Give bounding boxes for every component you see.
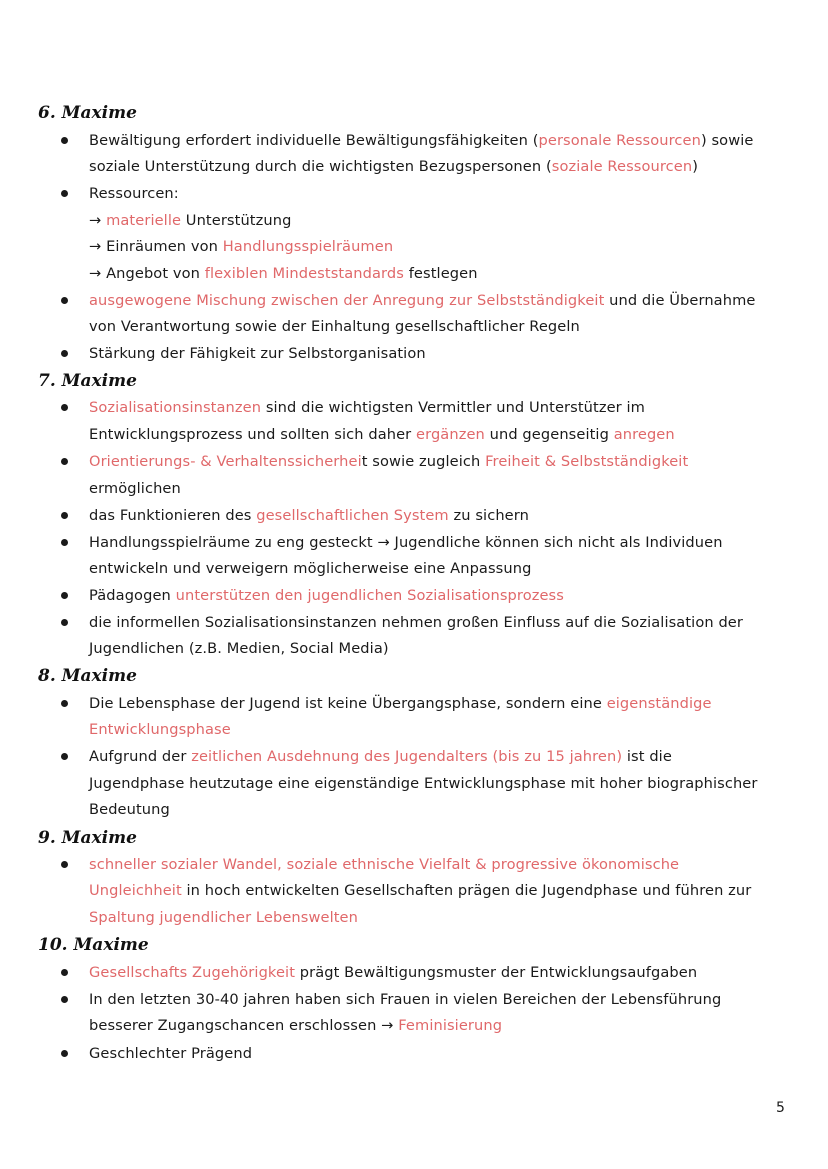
text-line: → materielle Unterstützung [89,212,292,229]
bullet-icon [61,297,68,304]
bullet-icon [61,190,68,197]
text-line: soziale Unterstützung durch die wichtigsten Bezugspersonen (soziale Ressourcen) [89,158,698,175]
bullet-icon [61,861,68,868]
text-line: Jugendlichen (z.B. Medien, Social Media) [89,640,389,657]
text-line: Entwicklungsprozess und sollten sich daher ergänzen und gegenseitig anregen [89,426,675,443]
text-line: Spaltung jugendlicher Lebenswelten [89,909,358,926]
text-line: Handlungsspielräume zu eng gesteckt → Jugendliche können sich nicht als Individuen [89,534,723,551]
section-heading-6: 6. Maxime [38,103,137,123]
section-heading-9: 9. Maxime [38,828,137,848]
bullet-icon [61,753,68,760]
text-line: Orientierungs- & Verhaltenssicherheit sowie zugleich Freiheit & Selbstständigkeit [89,453,689,470]
bullet-icon [61,1050,68,1057]
bullet-icon [61,458,68,465]
bullet-icon [61,539,68,546]
text-line: entwickeln und verweigern möglicherweise eine Anpassung [89,560,532,577]
text-line: ermöglichen [89,480,181,497]
text-line: ausgewogene Mischung zwischen der Anregung zur Selbstständigkeit und die Übernahme [89,292,756,309]
text-line: Bewältigung erfordert individuelle Bewältigungsfähigkeiten (personale Ressourcen) sowie [89,132,754,149]
bullet-icon [61,969,68,976]
bullet-icon [61,592,68,599]
bullet-icon [61,700,68,707]
page-number: 5 [776,1100,785,1116]
text-line: die informellen Sozialisationsinstanzen nehmen großen Einfluss auf die Sozialisation der [89,614,743,631]
section-heading-10: 10. Maxime [38,935,149,955]
text-line: das Funktionieren des gesellschaftlichen System zu sichern [89,507,529,524]
section-heading-8: 8. Maxime [38,666,137,686]
text-line: Bedeutung [89,801,170,818]
text-line: Ressourcen: [89,185,179,202]
text-line: In den letzten 30-40 jahren haben sich Frauen in vielen Bereichen der Lebensführung [89,991,722,1008]
bullet-icon [61,350,68,357]
text-line: Geschlechter Prägend [89,1045,253,1062]
section-heading-7: 7. Maxime [38,371,137,391]
text-line: Stärkung der Fähigkeit zur Selbstorganisation [89,345,426,362]
bullet-icon [61,996,68,1003]
text-line: besserer Zugangschancen erschlossen → Feminisierung [89,1017,503,1034]
text-line: Pädagogen unterstützen den jugendlichen Sozialisationsprozess [89,587,564,604]
text-line: Die Lebensphase der Jugend ist keine Übergangsphase, sondern eine eigenständige [89,695,712,712]
text-line: Aufgrund der zeitlichen Ausdehnung des Jugendalters (bis zu 15 jahren) ist die [89,748,672,765]
text-line: schneller sozialer Wandel, soziale ethnische Vielfalt & progressive ökonomische [89,856,680,873]
bullet-icon [61,404,68,411]
text-line: Gesellschafts Zugehörigkeit prägt Bewältigungsmuster der Entwicklungsaufgaben [89,964,698,981]
text-line: → Angebot von flexiblen Mindeststandards festlegen [89,265,478,282]
text-line: Jugendphase heutzutage eine eigenständige Entwicklungsphase mit hoher biographischer [89,775,758,792]
text-line: Entwicklungsphase [89,721,231,738]
text-line: Ungleichheit in hoch entwickelten Gesellschaften prägen die Jugendphase und führen zur [89,882,752,899]
text-line: von Verantwortung sowie der Einhaltung gesellschaftlicher Regeln [89,318,580,335]
bullet-icon [61,619,68,626]
bullet-icon [61,512,68,519]
bullet-icon [61,137,68,144]
text-line: Sozialisationsinstanzen sind die wichtigsten Vermittler und Unterstützer im [89,399,645,416]
text-line: → Einräumen von Handlungsspielräumen [89,238,394,255]
